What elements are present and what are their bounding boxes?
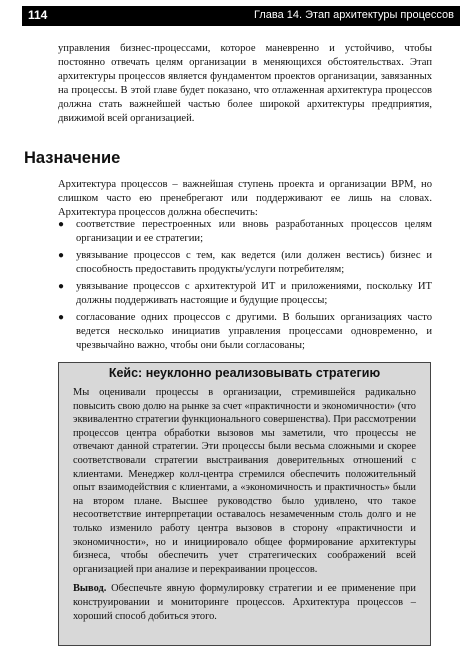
case-study-box: [58, 362, 431, 646]
list-item: [58, 218, 432, 246]
case-study-conclusion: [73, 582, 416, 623]
page-number: 114: [28, 8, 48, 22]
conclusion-text: Обеспечьте явную формулировку стратегии и ее применение при конструировании и мониторинге процессов. Архитектура процессов – хороший способ добиться этого.: [73, 583, 416, 622]
chapter-title: Глава 14. Этап архитектуры процессов: [254, 9, 454, 21]
conclusion-label: Вывод.: [73, 583, 107, 595]
bullet-icon: ●: [58, 281, 65, 292]
list-item-text: соответствие перестроенных или вновь разработанных процессов целям организации и ее стратегии;: [76, 219, 432, 244]
list-item: [58, 280, 432, 308]
section-paragraph: Архитектура процессов – важнейшая ступень проекта и организации BPM, но слишком часто ею пренебрегают или поддерживают ее лишь на словах. Архитектура процессов должна обеспечить:: [58, 179, 432, 218]
list-item: [58, 311, 432, 353]
list-item-text: согласование одних процессов с другими. В больших организациях часто ведется несколько инициатив управления процессами одновременно, и чрезвычайно важно, чтобы они были согласованы;: [76, 312, 432, 351]
bullet-icon: ●: [58, 219, 65, 230]
bullet-icon: ●: [58, 250, 65, 261]
bullet-icon: ●: [58, 312, 65, 323]
list-item: [58, 249, 432, 277]
case-study-body: Мы оценивали процессы в организации, стремившейся радикально повысить свою долю на рынке за счет «практичности и экономичности» (что эквивалентно стратегии функционального совершенства). При рассмотрении процессов центра обработки вызовов мы заметили, что процессы не отвечают данной стратегии. Эти процессы были весьма сложными и скорее соответствовали стратегии выстраивания доверительных отношений с клиентами. Менеджер колл-центра стремился обеспечить положительный опыт взаимодействия с клиентами, а «экономичность и практичность» были на втором плане. Высшее руководство было удивлено, что такое несоответствие интерпретации оставалось незамеченным столь долго и не только изменило работу центра вызовов в сторону «практичности и экономичности», но и инициировало общее формирование архитектуры бизнеса, чтобы обеспечить учет стратегических соображений всей организацией при анализе и перекраивании процессов.: [73, 387, 416, 575]
page-header: [22, 6, 460, 26]
case-study-title: Кейс: неуклонно реализовывать стратегию: [108, 366, 381, 380]
intro-paragraph: управления бизнес-процессами, которое маневренно и устойчиво, чтобы постоянно отвечать целям организации в меняющихся обстоятельствах. Этап архитектуры процессов является фундаментом проектов организации, завязанных на процессы. В этой главе будет показано, что отлаженная архитектура процессов должна стать важнейшей частью более широкой архитектуры предприятия, движимой всей организацией.: [58, 43, 432, 124]
section-heading: Назначение: [24, 149, 121, 167]
list-item-text: увязывание процессов с архитектурой ИТ и приложениями, поскольку ИТ должны поддерживать настоящие и будущие процессы;: [76, 281, 432, 306]
list-item-text: увязывание процессов с тем, как ведется (или должен вестись) бизнес и способность предоставить продукты/услуги потребителям;: [76, 250, 432, 275]
requirements-list: [58, 218, 432, 356]
